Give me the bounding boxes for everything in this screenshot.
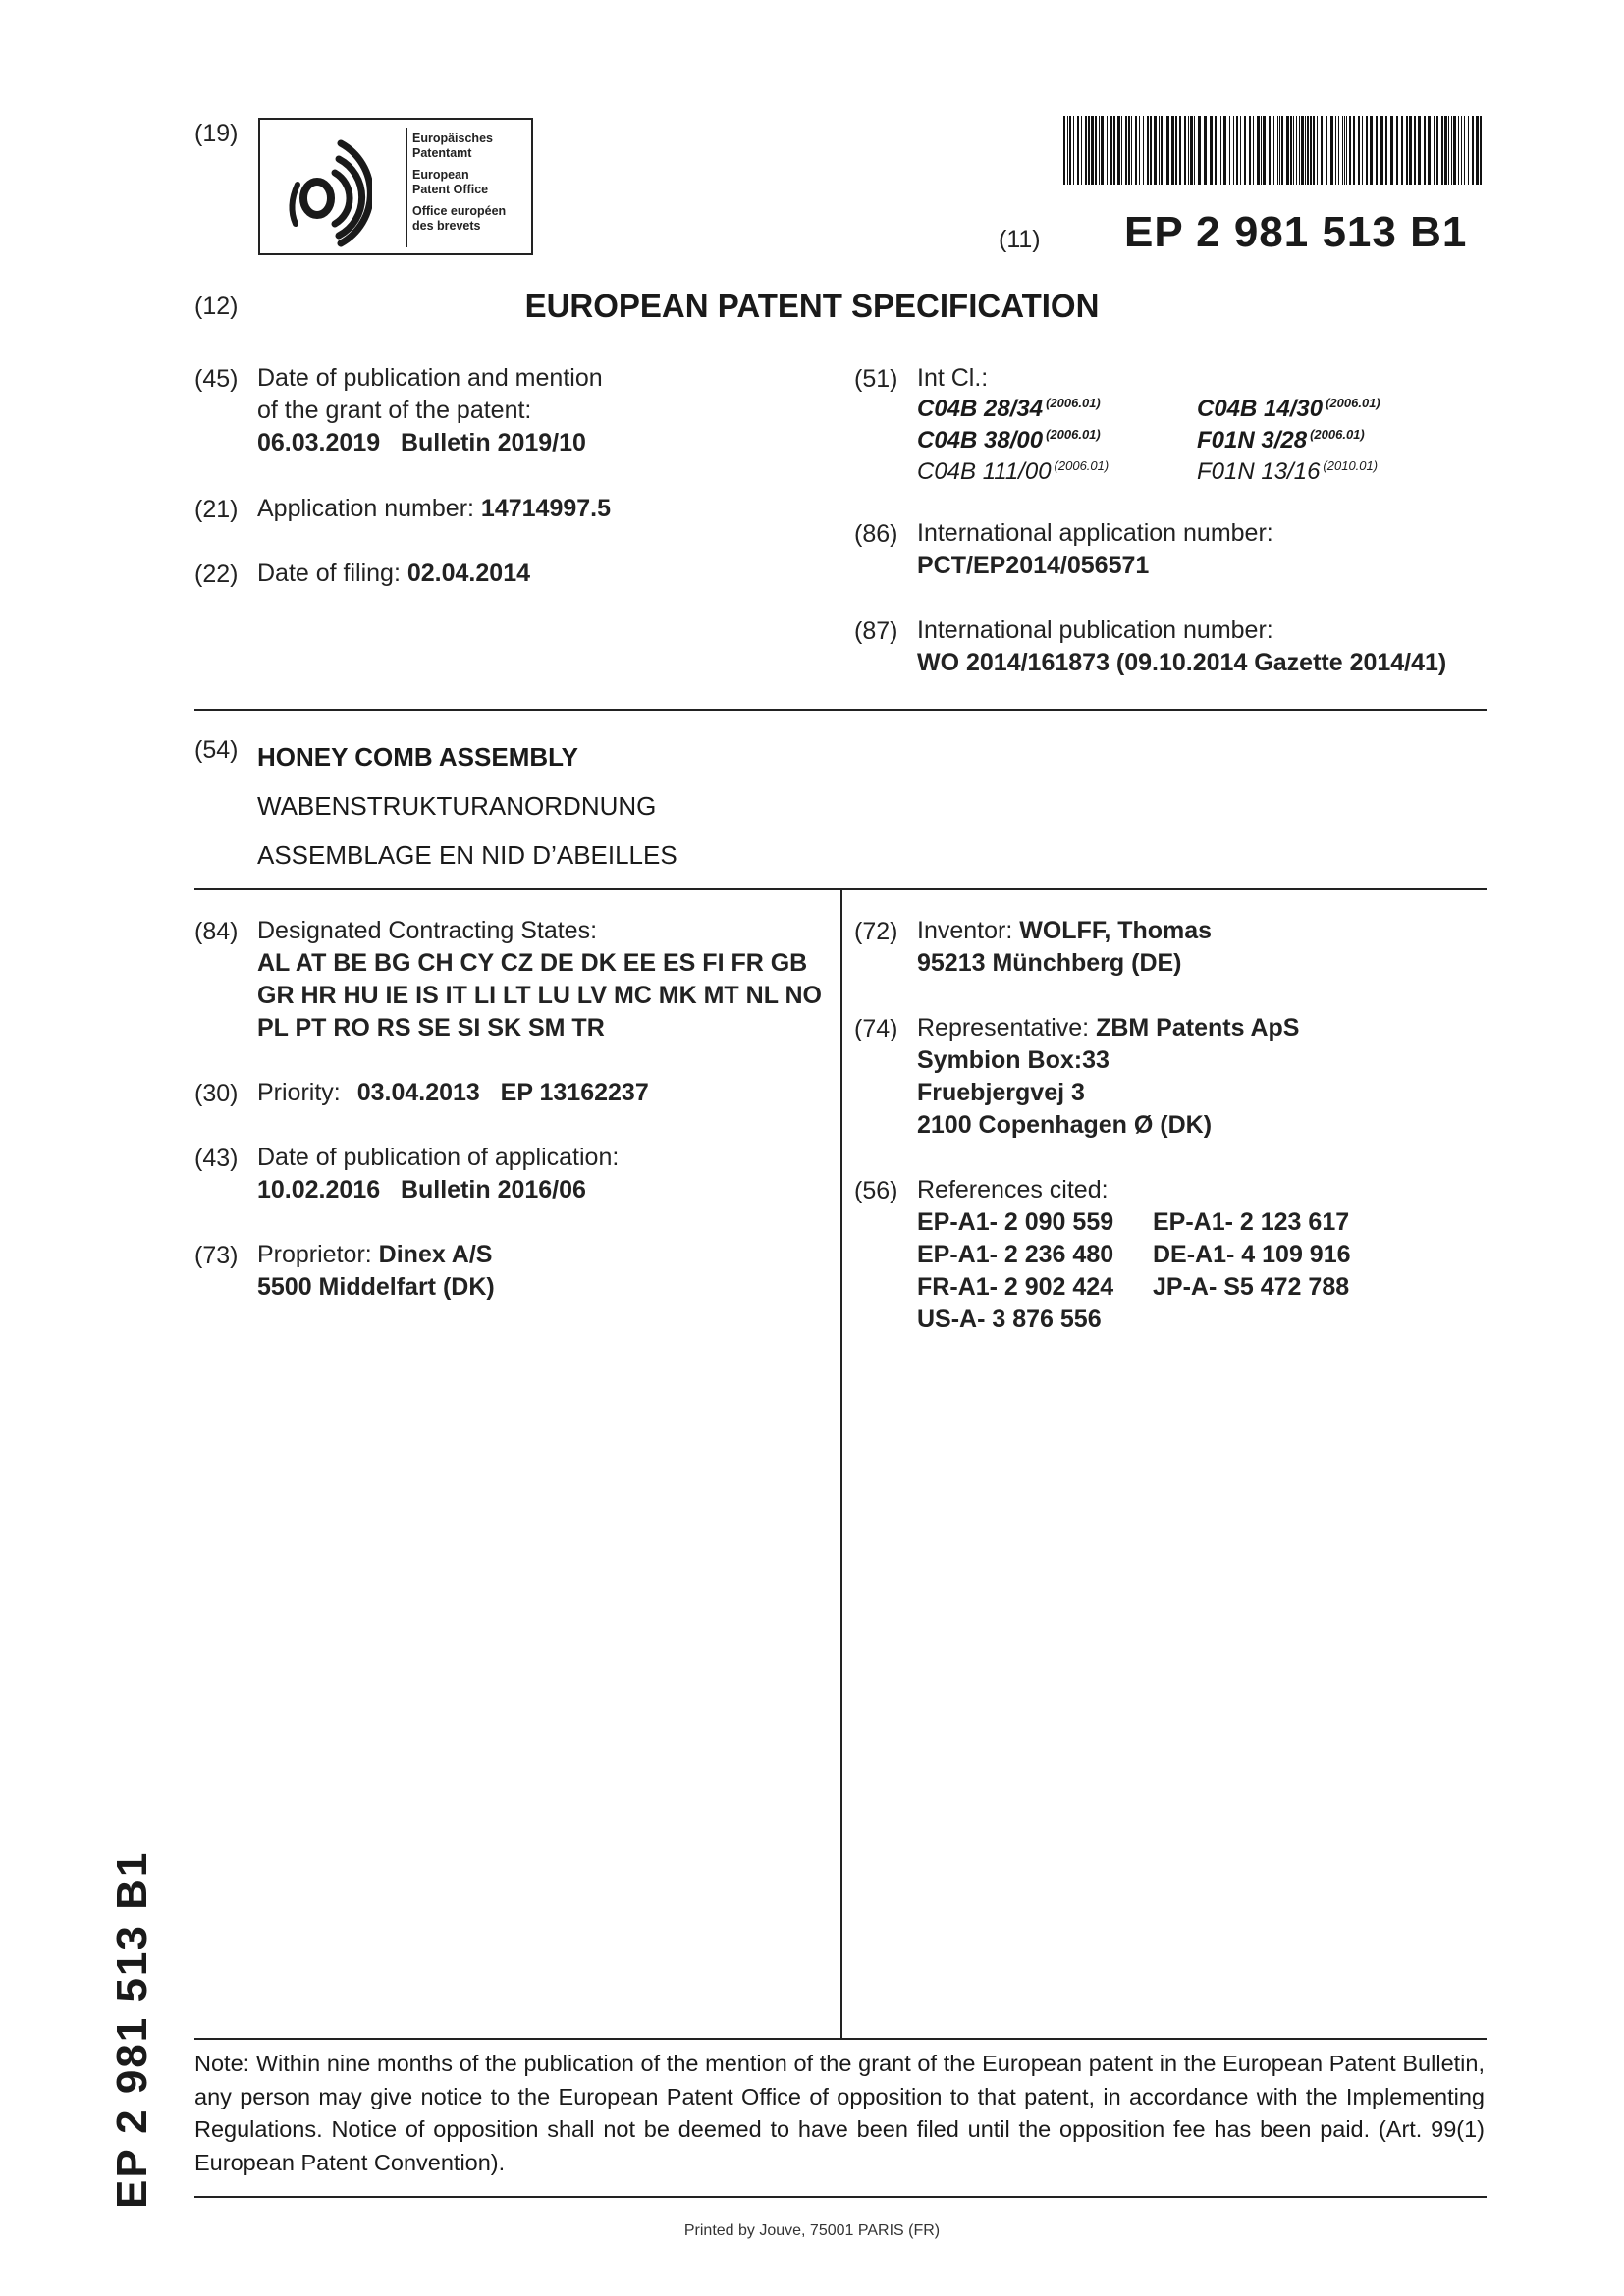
barcode-bar: [1342, 116, 1343, 185]
designated-states-line: GR HR HU IE IS IT LI LT LU LV MC MK MT NL NO: [257, 982, 822, 1009]
barcode-bar: [1330, 116, 1333, 185]
publication-number: EP 2 981 513 B1: [1124, 208, 1468, 256]
grant-publication-value: 06.03.2019 Bulletin 2019/10: [257, 429, 586, 456]
barcode-bar: [1210, 116, 1213, 185]
barcode-bar: [1113, 116, 1115, 185]
barcode-bar: [1125, 116, 1127, 185]
barcode-bar: [1349, 116, 1351, 185]
field-code-56: (56): [854, 1177, 898, 1204]
barcode-bar: [1281, 116, 1283, 185]
office-name-en-2: Patent Office: [412, 183, 489, 196]
application-number-value: 14714997.5: [480, 495, 612, 522]
int-cl-class: C04B 14/30 $^{(2006.01)}$: [1197, 396, 1380, 422]
reference-item: DE-A1- 4 109 916: [1153, 1241, 1351, 1268]
int-cl-class: C04B 28/34 $^{(2006.01)}$: [917, 396, 1101, 422]
barcode-bar: [1418, 116, 1421, 185]
barcode-bar: [1305, 116, 1306, 185]
barcode-bar: [1338, 116, 1339, 185]
representative-name: ZBM Patents ApS: [1096, 1014, 1300, 1041]
barcode-bar: [1414, 116, 1416, 185]
intl-publication-label: International publication number:: [917, 616, 1273, 644]
references-list: [917, 1206, 1408, 1336]
divider: [194, 709, 1487, 711]
barcode-bar: [1279, 116, 1280, 185]
barcode-bar: [1190, 116, 1193, 185]
designated-states-label: Designated Contracting States:: [257, 917, 598, 944]
field-code-72: (72): [854, 918, 898, 945]
barcode-bar: [1396, 116, 1398, 185]
barcode-bar: [1069, 116, 1071, 185]
reference-item: EP-A1- 2 090 559: [917, 1208, 1114, 1236]
barcode-bar: [1362, 116, 1363, 185]
barcode-bar: [1135, 116, 1137, 185]
barcode-bar: [1073, 116, 1074, 185]
barcode-bar: [1166, 116, 1169, 185]
intl-application-field: [917, 517, 1273, 582]
barcode-bar: [1269, 116, 1271, 185]
application-number-field: [257, 493, 611, 525]
application-publication-value: 10.02.2016 Bulletin 2016/06: [257, 1176, 586, 1203]
barcode-bar: [1390, 116, 1393, 185]
int-cl-class: C04B 111/00 $^{(2006.01)}$: [917, 458, 1110, 485]
inventor-name: WOLFF, Thomas: [1019, 917, 1213, 944]
barcode-bar: [1099, 116, 1100, 185]
barcode-bar: [1131, 116, 1132, 185]
barcode-bar: [1458, 116, 1459, 185]
barcode-bar: [1095, 116, 1097, 185]
references-field: [917, 1174, 1408, 1336]
side-publication-text: EP 2 981 513 B1: [108, 1850, 156, 2209]
barcode-bar: [1253, 116, 1254, 185]
priority-value: 03.04.2013 EP 13162237: [356, 1079, 649, 1106]
barcode-bar: [1063, 116, 1065, 185]
barcode-bar: [1128, 116, 1130, 185]
field-code-54: (54): [194, 736, 239, 764]
inventor-field: [917, 915, 1212, 980]
int-cl-label: Int Cl.:: [917, 364, 989, 392]
intl-publication-value: WO 2014/161873 (09.10.2014 Gazette 2014/41): [917, 649, 1447, 676]
application-publication-field: [257, 1142, 619, 1206]
barcode-bar: [1273, 116, 1274, 185]
barcode-bar: [1171, 116, 1174, 185]
field-code-43: (43): [194, 1145, 239, 1172]
divider: [194, 2038, 1487, 2040]
barcode-bar: [1101, 116, 1104, 185]
barcode-bar: [1220, 116, 1221, 185]
barcode-bar: [1081, 116, 1082, 185]
grant-publication-label-2: of the grant of the patent:: [257, 397, 532, 424]
barcode-bar: [1194, 116, 1195, 185]
document-title: EUROPEAN PATENT SPECIFICATION: [524, 288, 1100, 324]
field-code-84: (84): [194, 918, 239, 945]
office-name-de-1: Europäisches: [412, 132, 493, 145]
barcode-bar: [1358, 116, 1360, 185]
printer-footer: Printed by Jouve, 75001 PARIS (FR): [683, 2222, 941, 2239]
barcode-bar: [1451, 116, 1452, 185]
barcode-bar: [1464, 116, 1465, 185]
barcode-bar: [1307, 116, 1309, 185]
barcode-bar: [1263, 116, 1266, 185]
barcode-bar: [1461, 116, 1462, 185]
barcode-bar: [1326, 116, 1327, 185]
barcode-bar: [1147, 116, 1149, 185]
representative-label: Representative:: [917, 1014, 1090, 1041]
office-name-en-1: European: [412, 168, 469, 182]
divider: [194, 2196, 1487, 2198]
barcode-bar: [1257, 116, 1260, 185]
proprietor-name: Dinex A/S: [378, 1241, 493, 1268]
barcode-bar: [1453, 116, 1456, 185]
title-french: ASSEMBLAGE EN NID D’ABEILLES: [257, 840, 677, 870]
reference-item: EP-A1- 2 123 617: [1153, 1208, 1350, 1236]
barcode-bar: [1240, 116, 1241, 185]
barcode-bar: [1293, 116, 1294, 185]
int-cl-class: C04B 38/00 $^{(2006.01)}$: [917, 427, 1101, 454]
barcode-bar: [1188, 116, 1189, 185]
barcode-bar: [1366, 116, 1368, 185]
filing-date-field: [257, 558, 530, 590]
representative-address-line: Symbion Box:33: [917, 1046, 1110, 1074]
invention-titles: [257, 732, 677, 880]
barcode-bar: [1376, 116, 1378, 185]
field-code-74: (74): [854, 1015, 898, 1042]
office-names: [412, 132, 506, 234]
priority-label: Priority:: [257, 1079, 341, 1106]
representative-address-line: 2100 Copenhagen Ø (DK): [917, 1111, 1213, 1139]
barcode-bar: [1277, 116, 1278, 185]
barcode-bar: [1215, 116, 1217, 185]
barcode-bar: [1286, 116, 1289, 185]
barcode-bar: [1159, 116, 1160, 185]
barcode-bar: [1448, 116, 1449, 185]
barcode-bar: [1198, 116, 1201, 185]
barcode-bar: [1370, 116, 1373, 185]
representative-address-line: Fruebjergvej 3: [917, 1079, 1085, 1106]
inventor-address: 95213 Münchberg (DE): [917, 949, 1182, 977]
barcode-bar: [1296, 116, 1297, 185]
barcode-bar: [1476, 116, 1479, 185]
designated-states-line: AL AT BE BG CH CY CZ DE DK EE ES FI FR GB: [257, 949, 808, 977]
field-code-86: (86): [854, 520, 898, 548]
filing-date-value: 02.04.2014: [406, 560, 530, 587]
barcode-bar: [1310, 116, 1312, 185]
field-code-22: (22): [194, 561, 239, 588]
proprietor-address: 5500 Middelfart (DK): [257, 1273, 495, 1301]
barcode-bar: [1184, 116, 1186, 185]
barcode: [1063, 116, 1486, 185]
barcode-bar: [1409, 116, 1412, 185]
field-code-73: (73): [194, 1242, 239, 1269]
barcode-bar: [1204, 116, 1207, 185]
barcode-bar: [1223, 116, 1226, 185]
barcode-bar: [1434, 116, 1435, 185]
designated-states-line: PL PT RO RS SE SI SK SM TR: [257, 1014, 605, 1041]
intl-application-value: PCT/EP2014/056571: [917, 552, 1150, 579]
barcode-bar: [1161, 116, 1163, 185]
reference-item: JP-A- S5 472 788: [1153, 1273, 1350, 1301]
barcode-bar: [1428, 116, 1431, 185]
intl-application-label: International application number:: [917, 519, 1273, 547]
title-german: WABENSTRUKTURANORDNUNG: [257, 791, 657, 821]
field-code-11: (11): [999, 226, 1041, 253]
office-name-fr-2: des brevets: [412, 219, 481, 233]
barcode-bar: [1261, 116, 1262, 185]
barcode-bar: [1424, 116, 1426, 185]
reference-item: FR-A1- 2 902 424: [917, 1273, 1114, 1301]
barcode-bar: [1444, 116, 1447, 185]
int-cl-class: F01N 13/16 $^{(2010.01)}$: [1197, 458, 1379, 485]
barcode-bar: [1175, 116, 1177, 185]
barcode-bar: [1353, 116, 1355, 185]
field-code-51: (51): [854, 365, 898, 393]
barcode-bar: [1077, 116, 1079, 185]
field-code-21: (21): [194, 496, 239, 523]
designated-states-field: [257, 915, 822, 1044]
barcode-bar: [1406, 116, 1408, 185]
reference-item: EP-A1- 2 236 480: [917, 1241, 1114, 1268]
proprietor-label: Proprietor:: [257, 1241, 372, 1268]
barcode-bar: [1233, 116, 1234, 185]
field-code-19: (19): [194, 120, 239, 147]
grant-publication-label-1: Date of publication and mention: [257, 364, 603, 392]
column-divider: [840, 888, 842, 2039]
barcode-bar: [1067, 116, 1068, 185]
barcode-bar: [1121, 116, 1122, 185]
priority-field: [257, 1077, 649, 1109]
barcode-bar: [1401, 116, 1403, 185]
barcode-bar: [1091, 116, 1094, 185]
barcode-bar: [1301, 116, 1304, 185]
barcode-bar: [1468, 116, 1469, 185]
application-publication-label: Date of publication of application:: [257, 1144, 620, 1171]
barcode-bar: [1150, 116, 1152, 185]
barcode-bar: [1117, 116, 1120, 185]
barcode-bar: [1380, 116, 1383, 185]
reference-item: US-A- 3 876 556: [917, 1306, 1102, 1333]
barcode-bar: [1088, 116, 1090, 185]
field-code-30: (30): [194, 1080, 239, 1107]
barcode-bar: [1480, 116, 1482, 185]
int-cl-class: F01N 3/28 $^{(2006.01)}$: [1197, 427, 1365, 454]
barcode-bar: [1143, 116, 1144, 185]
barcode-bar: [1139, 116, 1140, 185]
barcode-bar: [1313, 116, 1315, 185]
grant-publication-field: [257, 362, 603, 459]
barcode-bar: [1436, 116, 1438, 185]
inventor-label: Inventor:: [917, 917, 1013, 944]
opposition-note: Note: Within nine months of the publication of the mention of the grant of the European patent in the European Patent Bulletin, any person may give notice to the European Patent Office of opposition to that patent, in accordance with the Implementing Regulations. Notice of opposition shall not be deemed to have been filed until the opposition fee has been paid. (Art. 99(1) European Patent Convention).: [194, 2051, 1485, 2175]
barcode-bar: [1385, 116, 1387, 185]
barcode-bar: [1344, 116, 1345, 185]
barcode-bar: [1321, 116, 1323, 185]
title-english: HONEY COMB ASSEMBLY: [257, 742, 578, 772]
barcode-bar: [1244, 116, 1246, 185]
barcode-bar: [1154, 116, 1157, 185]
references-label: References cited:: [917, 1176, 1109, 1203]
field-code-87: (87): [854, 617, 898, 645]
barcode-bar: [1110, 116, 1112, 185]
epo-logo-mark-icon: [274, 128, 372, 247]
field-code-12: (12): [194, 293, 239, 320]
barcode-bar: [1179, 116, 1181, 185]
representative-field: [917, 1012, 1299, 1142]
barcode-bar: [1249, 116, 1251, 185]
barcode-bar: [1290, 116, 1292, 185]
proprietor-field: [257, 1239, 495, 1304]
office-name-de-2: Patentamt: [412, 146, 472, 160]
barcode-bar: [1107, 116, 1108, 185]
barcode-bar: [1229, 116, 1230, 185]
field-code-45: (45): [194, 365, 239, 393]
filing-date-label: Date of filing:: [257, 560, 401, 587]
barcode-bar: [1472, 116, 1474, 185]
barcode-bar: [1335, 116, 1336, 185]
barcode-bar: [1317, 116, 1318, 185]
barcode-bar: [1441, 116, 1443, 185]
barcode-bar: [1299, 116, 1300, 185]
office-name-fr-1: Office européen: [412, 204, 507, 218]
application-number-label: Application number:: [257, 495, 474, 522]
intl-publication-field: [917, 614, 1446, 679]
epo-logo: [258, 118, 533, 255]
barcode-bar: [1346, 116, 1347, 185]
barcode-bar: [1236, 116, 1238, 185]
barcode-bar: [1085, 116, 1087, 185]
